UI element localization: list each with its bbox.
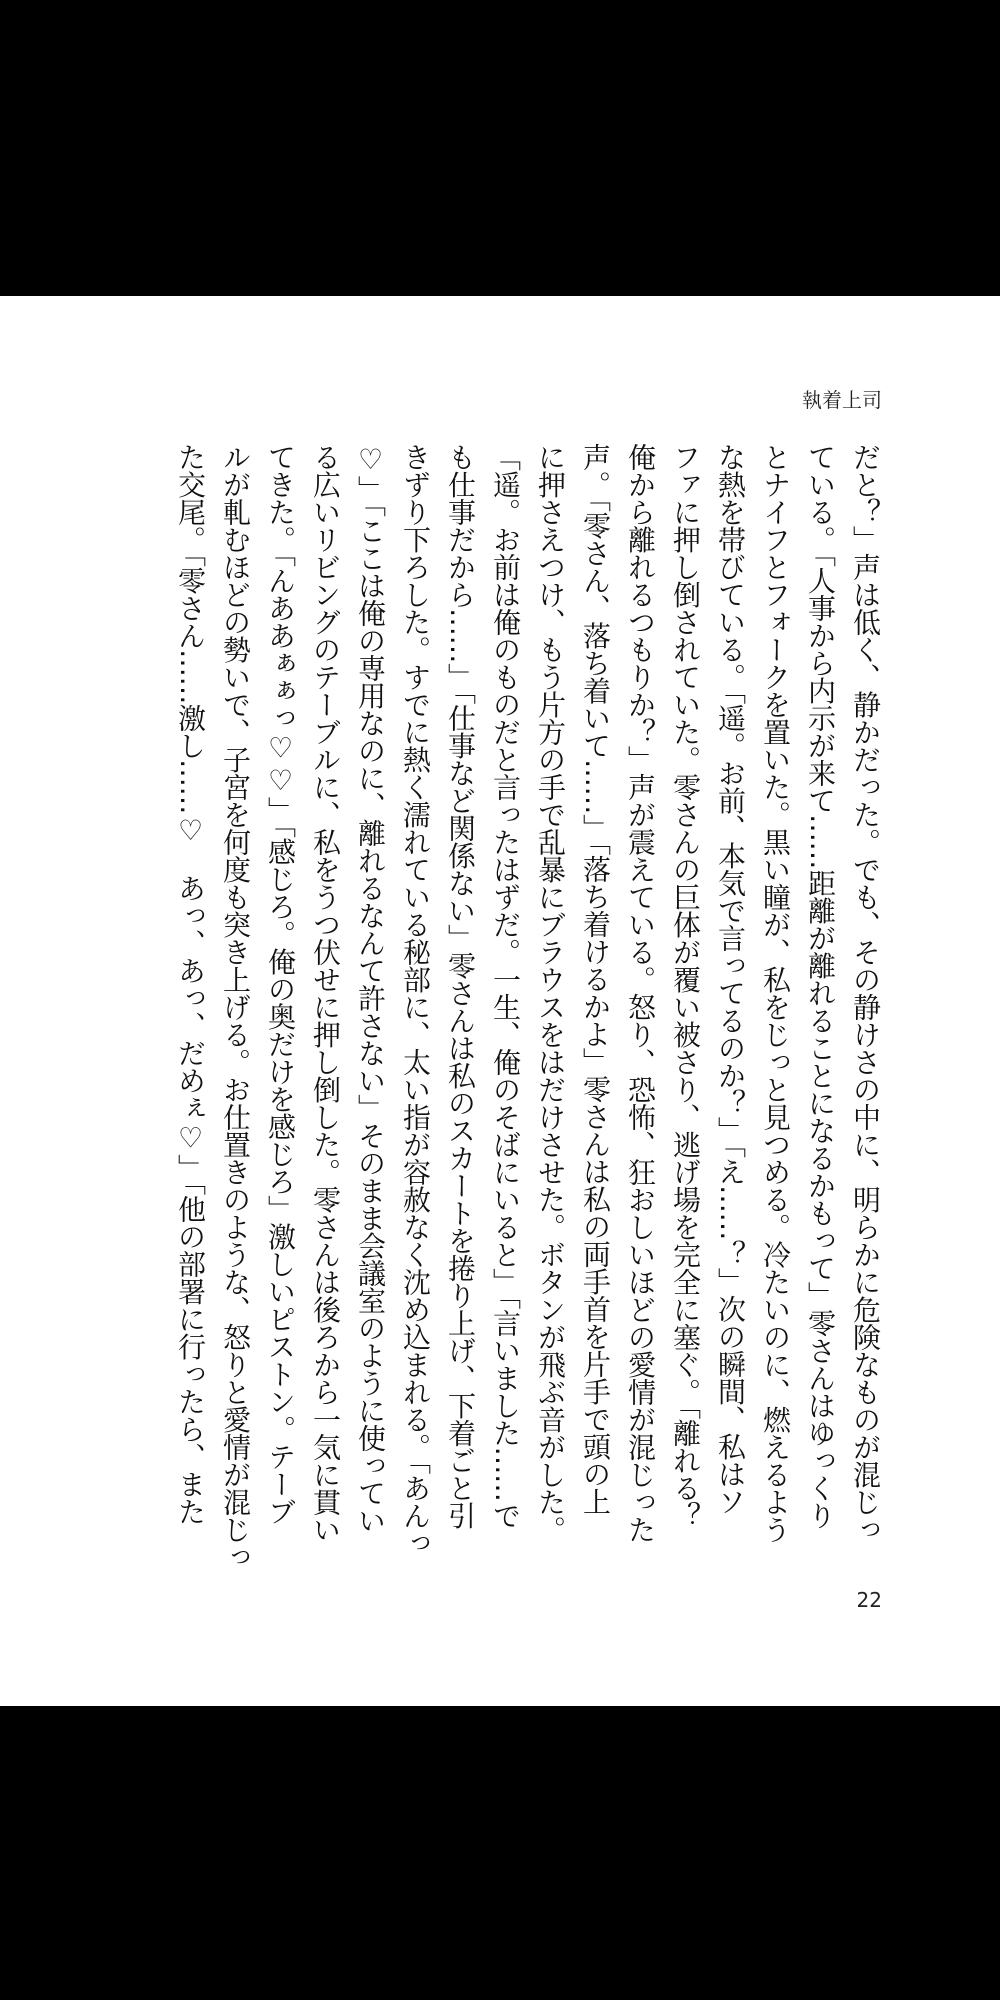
reader-page[interactable] bbox=[0, 296, 1000, 1706]
text-column: に押さえつけ、もう片方の手で乱暴にブラウスをはだけさせた。ボタンが飛ぶ音がした。 bbox=[534, 443, 567, 1543]
text-column: な熱を帯びている。「遥。お前、本気で言ってるのか？」「え……？」次の瞬間、私はソ bbox=[714, 443, 747, 1515]
text-column: とナイフとフォークを置いた。黒い瞳が、私をじっと見つめる。冷たいのに、燃えるよう bbox=[759, 443, 792, 1543]
text-column: てきた。「んああぁぁっ♡♡」「感じろ。俺の奥だけを感じろ」激しいピストン。テーブ bbox=[264, 443, 297, 1525]
text-column: 「遥。お前は俺のものだと言ったはずだ。一生、俺のそばにいると」「言いました……で bbox=[489, 443, 522, 1529]
page-number: 22 bbox=[856, 1588, 882, 1612]
text-column: 俺から離れるつもりか？」声が震えている。怒り、恐怖、狂おしいほどの愛情が混じった bbox=[624, 443, 657, 1543]
text-column: ルが軋むほどの勢いで、子宮を何度も突き上げる。お仕置きのような、怒りと愛情が混じっ bbox=[219, 443, 252, 1571]
text-column: きずり下ろした。すでに熱く濡れている秘部に、太い指が容赦なく沈め込まれる。「あんっ bbox=[399, 443, 432, 1557]
text-column: 声。「零さん、落ち着いて……」「落ち着けるかよ」零さんは私の両手首を片手で頭の上 bbox=[579, 443, 612, 1515]
text-column: ている。「人事から内示が来て……距離が離れることになるかもって」零さんはゆっくり bbox=[804, 443, 837, 1529]
text-column: も仕事だから……」「仕事など関係ない」零さんは私のスカートを捲り上げ、下着ごと引 bbox=[444, 443, 477, 1529]
text-column: ♡」「ここは俺の専用なのに、離れるなんて許さない」そのまま会議室のように使ってい bbox=[354, 443, 387, 1534]
text-column: ファに押し倒されていた。零さんの巨体が覆い被さり、逃げ場を完全に塞ぐ。「離れる？ bbox=[669, 443, 702, 1529]
running-header-title: 執着上司 bbox=[802, 388, 882, 412]
text-column: る広いリビングのテーブルに、私をうつ伏せに押し倒した。零さんは後ろから一気に貫い bbox=[309, 443, 342, 1543]
text-column: だと？」声は低く、静かだった。でも、その静けさの中に、明らかに危険なものが混じっ bbox=[849, 443, 882, 1543]
text-column: た交尾。「零さん……激し……♡ あっ、あっ、だめぇ♡」「他の部署に行ったら、また bbox=[174, 443, 207, 1525]
vertical-body-text bbox=[168, 443, 888, 1573]
